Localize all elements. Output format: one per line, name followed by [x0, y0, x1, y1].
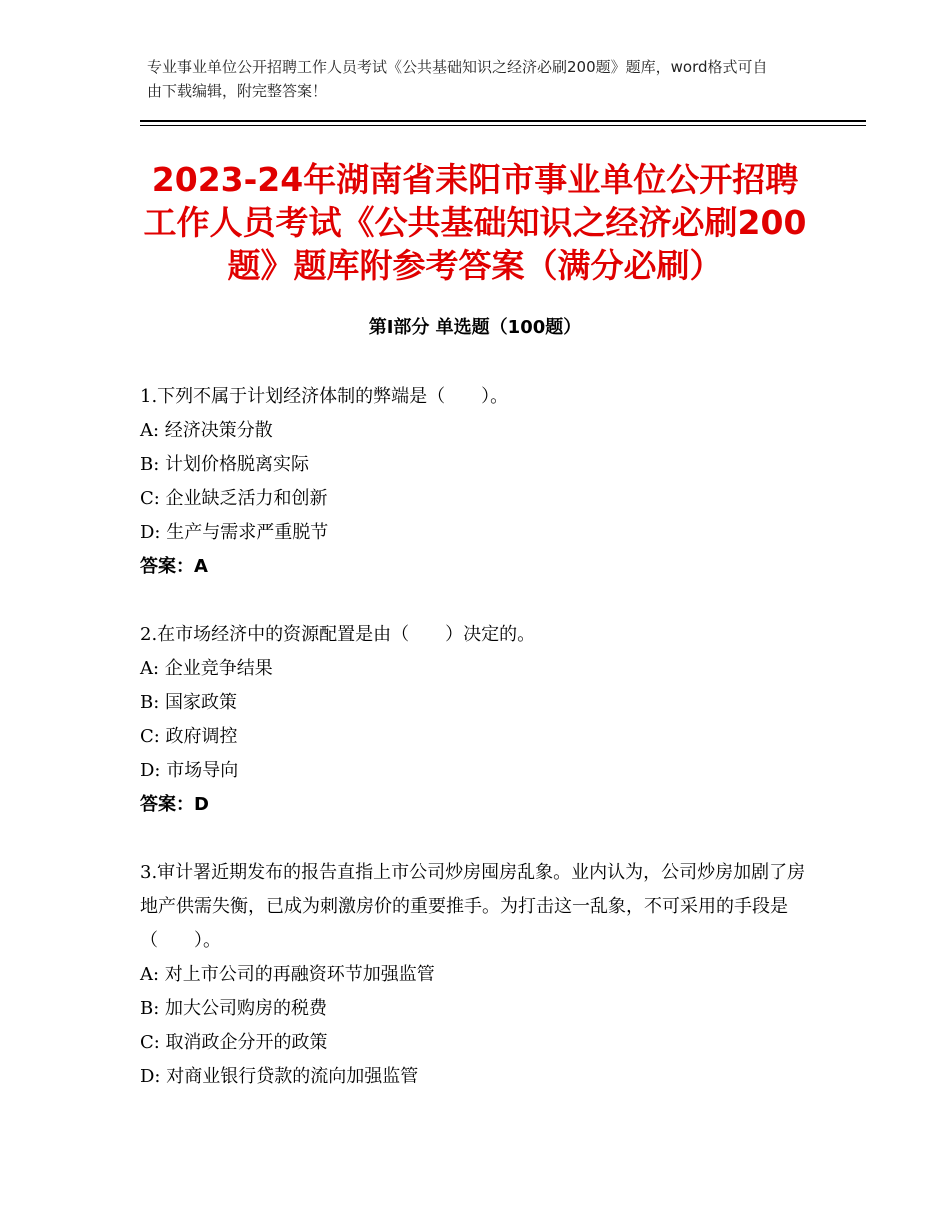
question-1 — [140, 380, 810, 584]
question-stem: 2.在市场经济中的资源配置是由（ ）决定的。 — [140, 624, 536, 645]
header-divider-thick — [140, 120, 866, 122]
document-title: 2023-24年湖南省耒阳市事业单位公开招聘工作人员考试《公共基础知识之经济必刷200题》题库附参考答案（满分必刷） — [143, 160, 807, 285]
question-3 — [140, 856, 810, 1094]
option-c: C: 政府调控 — [140, 726, 238, 747]
option-d: D: 对商业银行贷款的流向加强监管 — [140, 1066, 419, 1087]
option-d: D: 生产与需求严重脱节 — [140, 522, 329, 543]
question-stem: 1.下列不属于计划经济体制的弊端是（ ）。 — [140, 386, 509, 407]
option-b: B: 国家政策 — [140, 692, 238, 713]
answer-line: 答案：D — [140, 794, 209, 815]
answer-line: 答案：A — [140, 556, 208, 577]
section-heading: 第I部分 单选题（100题） — [368, 317, 582, 338]
option-d: D: 市场导向 — [140, 760, 239, 781]
option-c: C: 取消政企分开的政策 — [140, 1032, 328, 1053]
option-a: A: 经济决策分散 — [140, 420, 273, 441]
option-b: B: 计划价格脱离实际 — [140, 454, 310, 475]
option-b: B: 加大公司购房的税费 — [140, 998, 328, 1019]
header-divider-thin — [140, 125, 866, 126]
option-a: A: 对上市公司的再融资环节加强监管 — [140, 964, 435, 985]
option-c: C: 企业缺乏活力和创新 — [140, 488, 328, 509]
question-2 — [140, 618, 810, 822]
header-note: 专业事业单位公开招聘工作人员考试《公共基础知识之经济必刷200题》题库，word格式可自由下载编辑，附完整答案！ — [147, 58, 768, 100]
option-a: A: 企业竞争结果 — [140, 658, 273, 679]
question-stem: 3.审计署近期发布的报告直指上市公司炒房囤房乱象。业内认为，公司炒房加剧了房地产供需失衡，已成为刺激房价的重要推手。为打击这一乱象，不可采用的手段是（ ）。 — [140, 862, 806, 951]
